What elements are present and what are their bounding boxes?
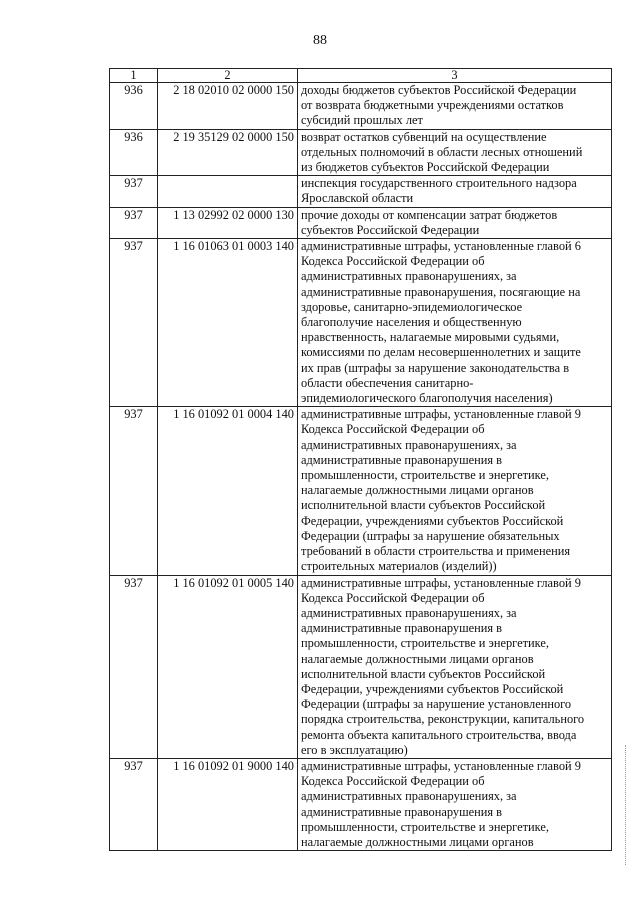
revenue-name-line: комиссиями по делам несовершеннолетних и защите bbox=[301, 345, 581, 360]
revenue-name-line: промышленности, строительстве и энергетике, bbox=[301, 819, 549, 834]
revenue-name-line: административные правонарушения в bbox=[301, 804, 503, 819]
revenue-name-line: их прав (штрафы за нарушение законодательства в bbox=[301, 360, 570, 375]
revenue-name-line: административные правонарушения в bbox=[301, 452, 503, 467]
revenue-code-cell: 1 16 01092 01 9000 140 bbox=[158, 758, 298, 850]
revenue-name-line: возврат остатков субвенций на осуществление bbox=[301, 129, 547, 144]
revenue-name-line: административные правонарушения, посягающие на bbox=[301, 284, 581, 299]
revenue-name-line: здоровье, санитарно-эпидемиологическое bbox=[301, 299, 523, 314]
margin-scan-mark bbox=[625, 745, 632, 865]
revenue-name-line: Кодекса Российской Федерации об bbox=[301, 774, 485, 789]
revenue-code-cell: 2 19 35129 02 0000 150 bbox=[158, 129, 298, 176]
revenue-name-line: Ярославской области bbox=[301, 191, 414, 206]
revenue-name-line: его в эксплуатацию) bbox=[301, 742, 408, 757]
admin-code-cell: 936 bbox=[110, 83, 158, 130]
revenue-name-line: нравственность, налагаемые мировыми судьями, bbox=[301, 330, 560, 345]
revenue-name-line: субъектов Российской Федерации bbox=[301, 222, 480, 237]
table-row bbox=[110, 407, 612, 575]
revenue-name-line: Кодекса Российской Федерации об bbox=[301, 254, 485, 269]
revenue-code-cell bbox=[158, 176, 298, 207]
table-row bbox=[110, 176, 612, 207]
revenue-name-line: из бюджетов субъектов Российской Федерации bbox=[301, 160, 550, 175]
revenue-name-cell bbox=[298, 176, 612, 207]
revenue-name-line: налагаемые должностными лицами органов bbox=[301, 834, 534, 849]
column-header-2: 2 bbox=[158, 69, 298, 83]
revenue-name-line: отдельных полномочий в области лесных отношений bbox=[301, 144, 583, 159]
revenue-name-line: строительных материалов (изделий)) bbox=[301, 559, 497, 574]
revenue-code-cell: 1 16 01092 01 0005 140 bbox=[158, 575, 298, 758]
revenue-name-line: Федерации (штрафы за нарушение обязательных bbox=[301, 528, 560, 543]
revenue-name-line: Федерации (штрафы за нарушение установленного bbox=[301, 697, 572, 712]
revenue-name-cell bbox=[298, 758, 612, 850]
page-number: 88 bbox=[313, 33, 327, 48]
table-row bbox=[110, 239, 612, 407]
revenue-code-cell: 2 18 02010 02 0000 150 bbox=[158, 83, 298, 130]
revenue-name-line: исполнительной власти субъектов Российской bbox=[301, 666, 546, 681]
revenue-name-line: эпидемиологического благополучия населения) bbox=[301, 391, 553, 406]
revenue-name-line: налагаемые должностными лицами органов bbox=[301, 651, 534, 666]
revenue-name-line: порядка строительства, реконструкции, капитального bbox=[301, 712, 585, 727]
revenue-name-line: субсидий прошлых лет bbox=[301, 113, 423, 128]
revenue-name-line: административные штрафы, установленные главой 6 bbox=[301, 239, 581, 254]
revenue-name-line: исполнительной власти субъектов Российской bbox=[301, 498, 546, 513]
revenue-name-line: административных правонарушениях, за bbox=[301, 605, 517, 620]
revenue-code-cell: 1 16 01092 01 0004 140 bbox=[158, 407, 298, 575]
column-header-1: 1 bbox=[110, 69, 158, 83]
table-row bbox=[110, 758, 612, 850]
revenue-name-line: административные штрафы, установленные главой 9 bbox=[301, 758, 581, 773]
admin-code-cell: 937 bbox=[110, 207, 158, 238]
revenue-code-cell: 1 16 01063 01 0003 140 bbox=[158, 239, 298, 407]
revenue-name-cell bbox=[298, 575, 612, 758]
revenue-name-line: Федерации, учреждениями субъектов Российской bbox=[301, 681, 564, 696]
revenue-name-line: административных правонарушениях, за bbox=[301, 437, 517, 452]
revenue-name-line: административные правонарушения в bbox=[301, 621, 503, 636]
revenue-name-line: благополучие населения и общественную bbox=[301, 315, 522, 330]
revenue-name-line: промышленности, строительстве и энергетике, bbox=[301, 636, 549, 651]
revenue-name-cell bbox=[298, 207, 612, 238]
admin-code-cell: 936 bbox=[110, 129, 158, 176]
revenue-name-cell bbox=[298, 239, 612, 407]
table-body bbox=[110, 83, 612, 851]
revenue-name-line: административные штрафы, установленные главой 9 bbox=[301, 407, 581, 422]
revenue-name-line: налагаемые должностными лицами органов bbox=[301, 483, 534, 498]
revenue-name-line: требований в области строительства и применения bbox=[301, 544, 571, 559]
admin-code-cell: 937 bbox=[110, 239, 158, 407]
admin-code-cell: 937 bbox=[110, 176, 158, 207]
revenue-name-cell bbox=[298, 129, 612, 176]
budget-revenue-table bbox=[109, 68, 612, 851]
revenue-name-cell bbox=[298, 83, 612, 130]
admin-code-cell: 937 bbox=[110, 575, 158, 758]
table-row bbox=[110, 129, 612, 176]
revenue-name-line: административные штрафы, установленные главой 9 bbox=[301, 575, 581, 590]
table-row bbox=[110, 575, 612, 758]
revenue-name-line: доходы бюджетов субъектов Российской Федерации bbox=[301, 83, 577, 97]
revenue-name-cell bbox=[298, 407, 612, 575]
revenue-name-line: Федерации, учреждениями субъектов Российской bbox=[301, 513, 564, 528]
admin-code-cell: 937 bbox=[110, 758, 158, 850]
revenue-name-line: Кодекса Российской Федерации об bbox=[301, 590, 485, 605]
revenue-name-line: Кодекса Российской Федерации об bbox=[301, 422, 485, 437]
table-row bbox=[110, 207, 612, 238]
revenue-name-line: промышленности, строительстве и энергетике, bbox=[301, 468, 549, 483]
revenue-code-cell: 1 13 02992 02 0000 130 bbox=[158, 207, 298, 238]
revenue-name-line: прочие доходы от компенсации затрат бюджетов bbox=[301, 207, 558, 222]
table-row bbox=[110, 83, 612, 130]
revenue-name-line: административных правонарушениях, за bbox=[301, 269, 517, 284]
revenue-name-line: ремонта объекта капитального строительства, ввода bbox=[301, 727, 577, 742]
revenue-name-line: от возврата бюджетными учреждениями остатков bbox=[301, 98, 564, 113]
table-header-row bbox=[110, 69, 612, 83]
revenue-name-line: административных правонарушениях, за bbox=[301, 789, 517, 804]
revenue-name-line: инспекция государственного строительного надзора bbox=[301, 176, 577, 191]
revenue-name-line: области обеспечения санитарно- bbox=[301, 375, 474, 390]
column-header-3: 3 bbox=[298, 69, 612, 83]
admin-code-cell: 937 bbox=[110, 407, 158, 575]
